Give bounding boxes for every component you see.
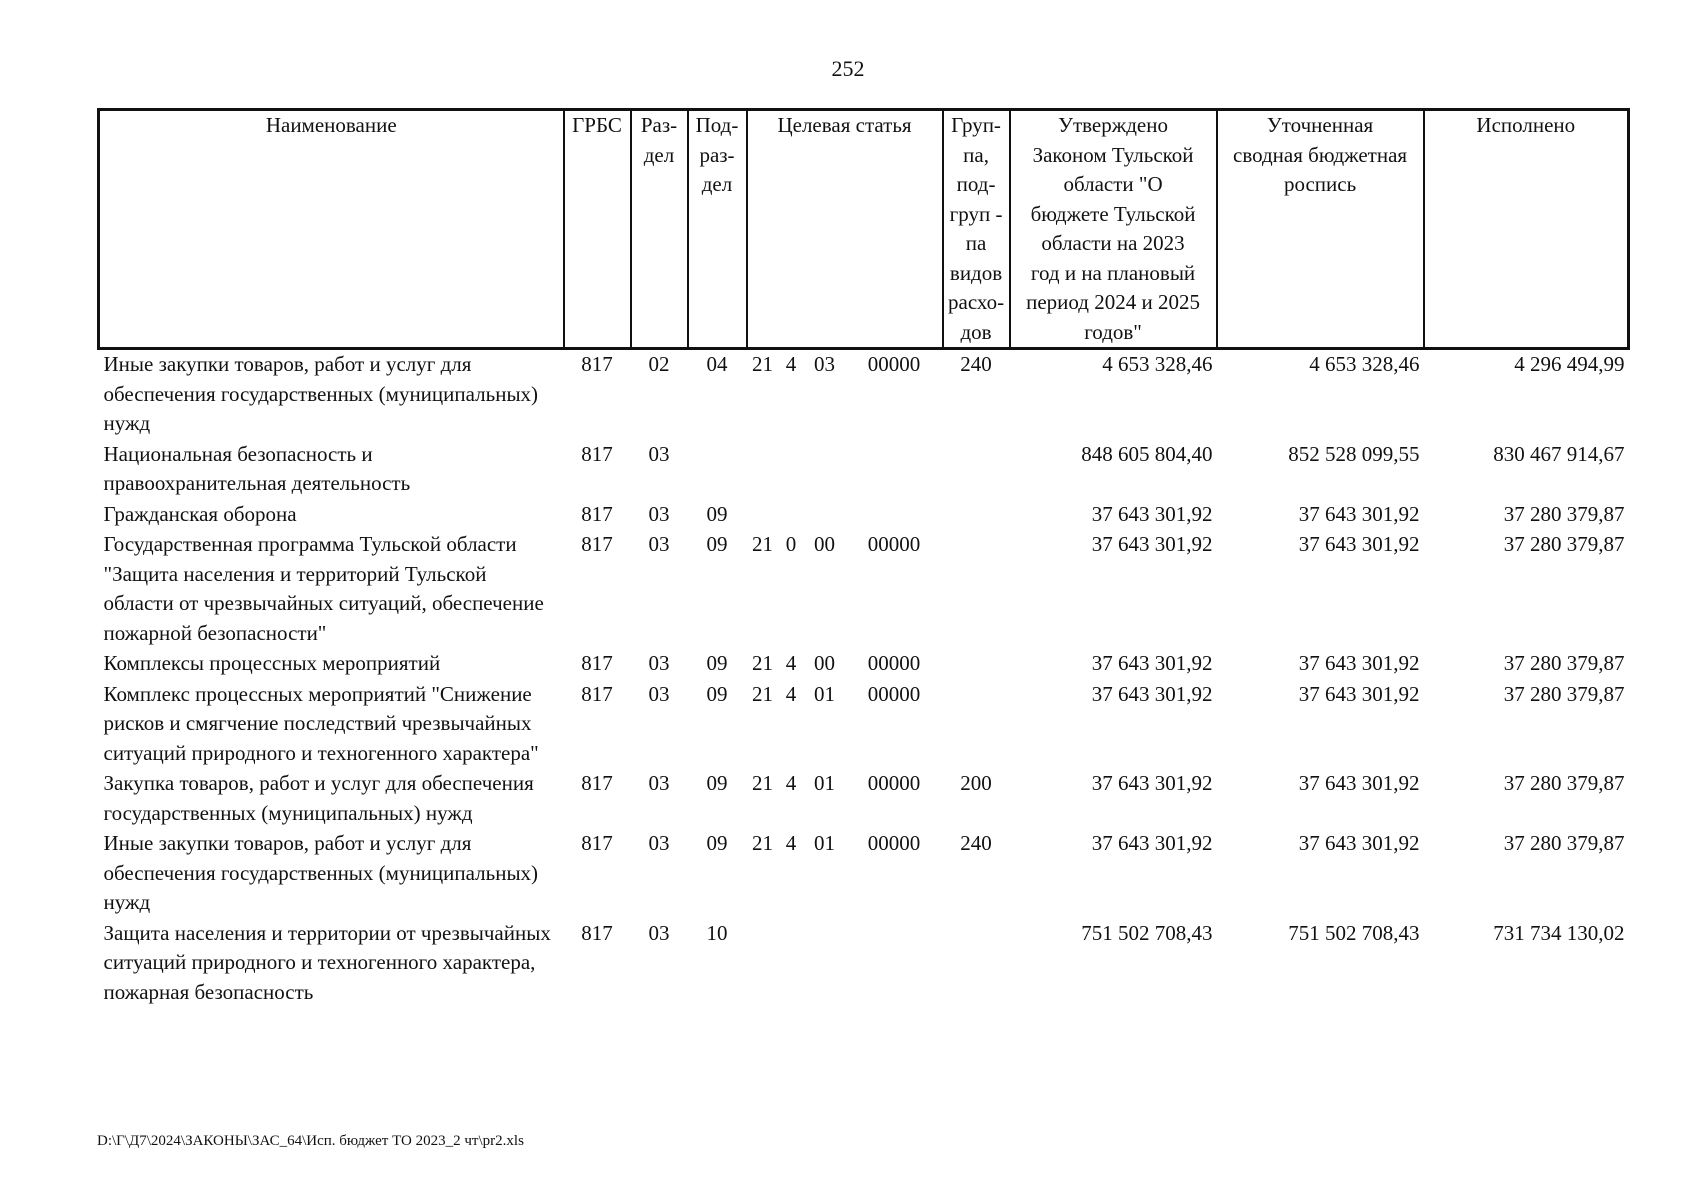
row-approved-amount: 37 643 301,92 bbox=[1091, 681, 1213, 706]
table-row bbox=[99, 530, 1629, 649]
budget-table bbox=[97, 108, 1630, 1008]
header-celevaya-statya: Целевая статья bbox=[747, 110, 943, 349]
row-executed-amount: 731 734 130,02 bbox=[1493, 920, 1625, 945]
row-grbs: 817 bbox=[581, 352, 613, 376]
row-target-code-subprogram: 00 bbox=[814, 532, 835, 556]
row-target-code-subprogram: 01 bbox=[814, 771, 835, 795]
row-executed-amount: 37 280 379,87 bbox=[1503, 651, 1625, 675]
row-expense-group bbox=[943, 649, 1010, 680]
row-podrazdel: 09 bbox=[706, 501, 728, 526]
row-target-code-program bbox=[747, 500, 779, 531]
row-executed-amount: 830 467 914,67 bbox=[1493, 441, 1625, 466]
row-revised-amount: 4 653 328,46 bbox=[1309, 352, 1420, 376]
row-target-code-type: 4 bbox=[785, 831, 797, 855]
row-grbs: 817 bbox=[581, 651, 613, 675]
row-name: Комплекс процессных мероприятий "Снижение рисков и смягчение последствий чрезвычайных ситуаций природного и техногенного характера" bbox=[103, 681, 539, 765]
row-razdel: 03 bbox=[648, 771, 670, 795]
table-row bbox=[99, 649, 1629, 680]
header-podrazdel: Под- раз- дел bbox=[688, 110, 747, 349]
row-target-code-direction bbox=[846, 440, 943, 500]
header-razdel: Раз- дел bbox=[631, 110, 688, 349]
row-approved-amount: 37 643 301,92 bbox=[1091, 532, 1213, 556]
table-row bbox=[99, 500, 1629, 531]
row-razdel: 03 bbox=[648, 831, 670, 855]
row-grbs: 817 bbox=[581, 501, 613, 526]
row-podrazdel: 10 bbox=[706, 920, 728, 945]
row-approved-amount: 37 643 301,92 bbox=[1091, 831, 1213, 855]
row-executed-amount: 37 280 379,87 bbox=[1503, 681, 1625, 706]
table-row bbox=[99, 769, 1629, 829]
row-revised-amount: 37 643 301,92 bbox=[1298, 771, 1420, 795]
row-podrazdel: 09 bbox=[706, 831, 728, 855]
row-expense-group bbox=[943, 530, 1010, 649]
row-expense-group bbox=[943, 440, 1010, 500]
row-expense-group bbox=[943, 500, 1010, 531]
row-target-code-type: 0 bbox=[785, 532, 797, 556]
row-razdel: 03 bbox=[648, 441, 670, 466]
row-podrazdel: 09 bbox=[706, 681, 728, 706]
table-header-row bbox=[99, 110, 1629, 349]
row-target-code-subprogram bbox=[804, 440, 846, 500]
row-grbs: 817 bbox=[581, 441, 613, 466]
row-target-code-direction: 00000 bbox=[867, 352, 921, 376]
row-target-code-program: 21 bbox=[752, 651, 773, 675]
row-expense-group bbox=[943, 919, 1010, 1009]
row-expense-group: 240 bbox=[960, 831, 992, 855]
row-executed-amount: 37 280 379,87 bbox=[1503, 501, 1625, 526]
row-podrazdel: 09 bbox=[706, 532, 728, 556]
row-name: Закупка товаров, работ и услуг для обеспечения государственных (муниципальных) нужд bbox=[103, 771, 534, 825]
header-name: Наименование bbox=[99, 110, 564, 349]
row-podrazdel: 09 bbox=[706, 651, 728, 675]
row-revised-amount: 37 643 301,92 bbox=[1298, 532, 1420, 556]
row-target-code-subprogram: 01 bbox=[814, 831, 835, 855]
table-row bbox=[99, 829, 1629, 919]
row-target-code-program: 21 bbox=[752, 681, 773, 706]
row-expense-group bbox=[943, 680, 1010, 770]
file-path-footer: D:\Г\Д7\2024\ЗАКОНЫ\ЗАС_64\Исп. бюджет ТО 2023_2 чт\pr2.xls bbox=[97, 1133, 524, 1149]
row-target-code-program: 21 bbox=[752, 831, 773, 855]
header-utverzhdeno: Утверждено Законом Тульской области "О бюджете Тульской области на 2023 год и на плановый период 2024 и 2025 годов" bbox=[1010, 110, 1217, 349]
row-razdel: 03 bbox=[648, 501, 670, 526]
row-name: Национальная безопасность и правоохранительная деятельность bbox=[103, 441, 411, 495]
row-revised-amount: 37 643 301,92 bbox=[1298, 651, 1420, 675]
table-row bbox=[99, 349, 1629, 440]
row-expense-group: 240 bbox=[960, 352, 992, 376]
row-target-code-program: 21 bbox=[752, 771, 773, 795]
row-revised-amount: 751 502 708,43 bbox=[1288, 920, 1420, 945]
row-grbs: 817 bbox=[581, 831, 613, 855]
row-target-code-direction: 00000 bbox=[867, 651, 921, 675]
row-executed-amount: 37 280 379,87 bbox=[1503, 771, 1625, 795]
row-grbs: 817 bbox=[581, 681, 613, 706]
page-number: 252 bbox=[831, 56, 865, 81]
row-podrazdel: 09 bbox=[706, 771, 728, 795]
row-target-code-type bbox=[779, 919, 804, 1009]
row-approved-amount: 751 502 708,43 bbox=[1081, 920, 1213, 945]
row-revised-amount: 37 643 301,92 bbox=[1298, 501, 1420, 526]
row-name: Иные закупки товаров, работ и услуг для обеспечения государственных (муниципальных) нужд bbox=[103, 352, 539, 435]
row-target-code-type: 4 bbox=[785, 771, 797, 795]
row-name: Защита населения и территории от чрезвычайных ситуаций природного и техногенного характера, пожарная безопасность bbox=[103, 920, 551, 1004]
row-target-code-program bbox=[747, 440, 779, 500]
row-target-code-program bbox=[747, 919, 779, 1009]
row-target-code-subprogram: 01 bbox=[814, 681, 835, 706]
row-target-code-program: 21 bbox=[752, 532, 773, 556]
row-target-code-direction: 00000 bbox=[867, 771, 921, 795]
row-target-code-type bbox=[779, 500, 804, 531]
row-razdel: 03 bbox=[648, 532, 670, 556]
row-name: Комплексы процессных мероприятий bbox=[103, 651, 441, 675]
row-target-code-type: 4 bbox=[785, 352, 797, 376]
header-utochnennaya: Уточненная сводная бюджетная роспись bbox=[1217, 110, 1424, 349]
table-row bbox=[99, 440, 1629, 500]
row-target-code-direction bbox=[846, 500, 943, 531]
row-target-code-type: 4 bbox=[785, 681, 797, 706]
row-podrazdel: 04 bbox=[706, 352, 728, 376]
row-name: Государственная программа Тульской области "Защита населения и территорий Тульской области от чрезвычайных ситуаций, обеспечение пожарной безопасности" bbox=[103, 532, 544, 645]
header-gruppa: Груп- па, под- груп - па видов расхо- дов bbox=[943, 110, 1010, 349]
row-expense-group: 200 bbox=[960, 771, 992, 795]
row-approved-amount: 37 643 301,92 bbox=[1091, 771, 1213, 795]
row-target-code-subprogram: 00 bbox=[814, 651, 835, 675]
header-grbs: ГРБС bbox=[564, 110, 631, 349]
row-razdel: 02 bbox=[648, 352, 670, 376]
row-target-code-direction: 00000 bbox=[867, 681, 921, 706]
row-target-code-type bbox=[779, 440, 804, 500]
row-grbs: 817 bbox=[581, 532, 613, 556]
row-target-code-subprogram bbox=[804, 919, 846, 1009]
row-target-code-type: 4 bbox=[785, 651, 797, 675]
row-target-code-direction: 00000 bbox=[867, 532, 921, 556]
table-row bbox=[99, 919, 1629, 1009]
row-approved-amount: 848 605 804,40 bbox=[1081, 441, 1213, 466]
row-grbs: 817 bbox=[581, 920, 613, 945]
row-revised-amount: 852 528 099,55 bbox=[1288, 441, 1420, 466]
row-approved-amount: 37 643 301,92 bbox=[1091, 501, 1213, 526]
row-approved-amount: 4 653 328,46 bbox=[1102, 352, 1213, 376]
row-executed-amount: 37 280 379,87 bbox=[1503, 532, 1625, 556]
row-approved-amount: 37 643 301,92 bbox=[1091, 651, 1213, 675]
row-executed-amount: 37 280 379,87 bbox=[1503, 831, 1625, 855]
row-razdel: 03 bbox=[648, 651, 670, 675]
row-revised-amount: 37 643 301,92 bbox=[1298, 681, 1420, 706]
row-razdel: 03 bbox=[648, 681, 670, 706]
row-executed-amount: 4 296 494,99 bbox=[1514, 352, 1625, 376]
row-razdel: 03 bbox=[648, 920, 670, 945]
row-target-code-subprogram: 03 bbox=[814, 352, 835, 376]
row-podrazdel bbox=[688, 440, 747, 500]
row-target-code-program: 21 bbox=[752, 352, 773, 376]
header-ispolneno: Исполнено bbox=[1424, 110, 1629, 349]
row-target-code-direction bbox=[846, 919, 943, 1009]
row-revised-amount: 37 643 301,92 bbox=[1298, 831, 1420, 855]
row-target-code-direction: 00000 bbox=[867, 831, 921, 855]
table-row bbox=[99, 680, 1629, 770]
row-grbs: 817 bbox=[581, 771, 613, 795]
row-target-code-subprogram bbox=[804, 500, 846, 531]
row-name: Иные закупки товаров, работ и услуг для обеспечения государственных (муниципальных) нужд bbox=[103, 831, 539, 914]
row-name: Гражданская оборона bbox=[103, 501, 297, 526]
